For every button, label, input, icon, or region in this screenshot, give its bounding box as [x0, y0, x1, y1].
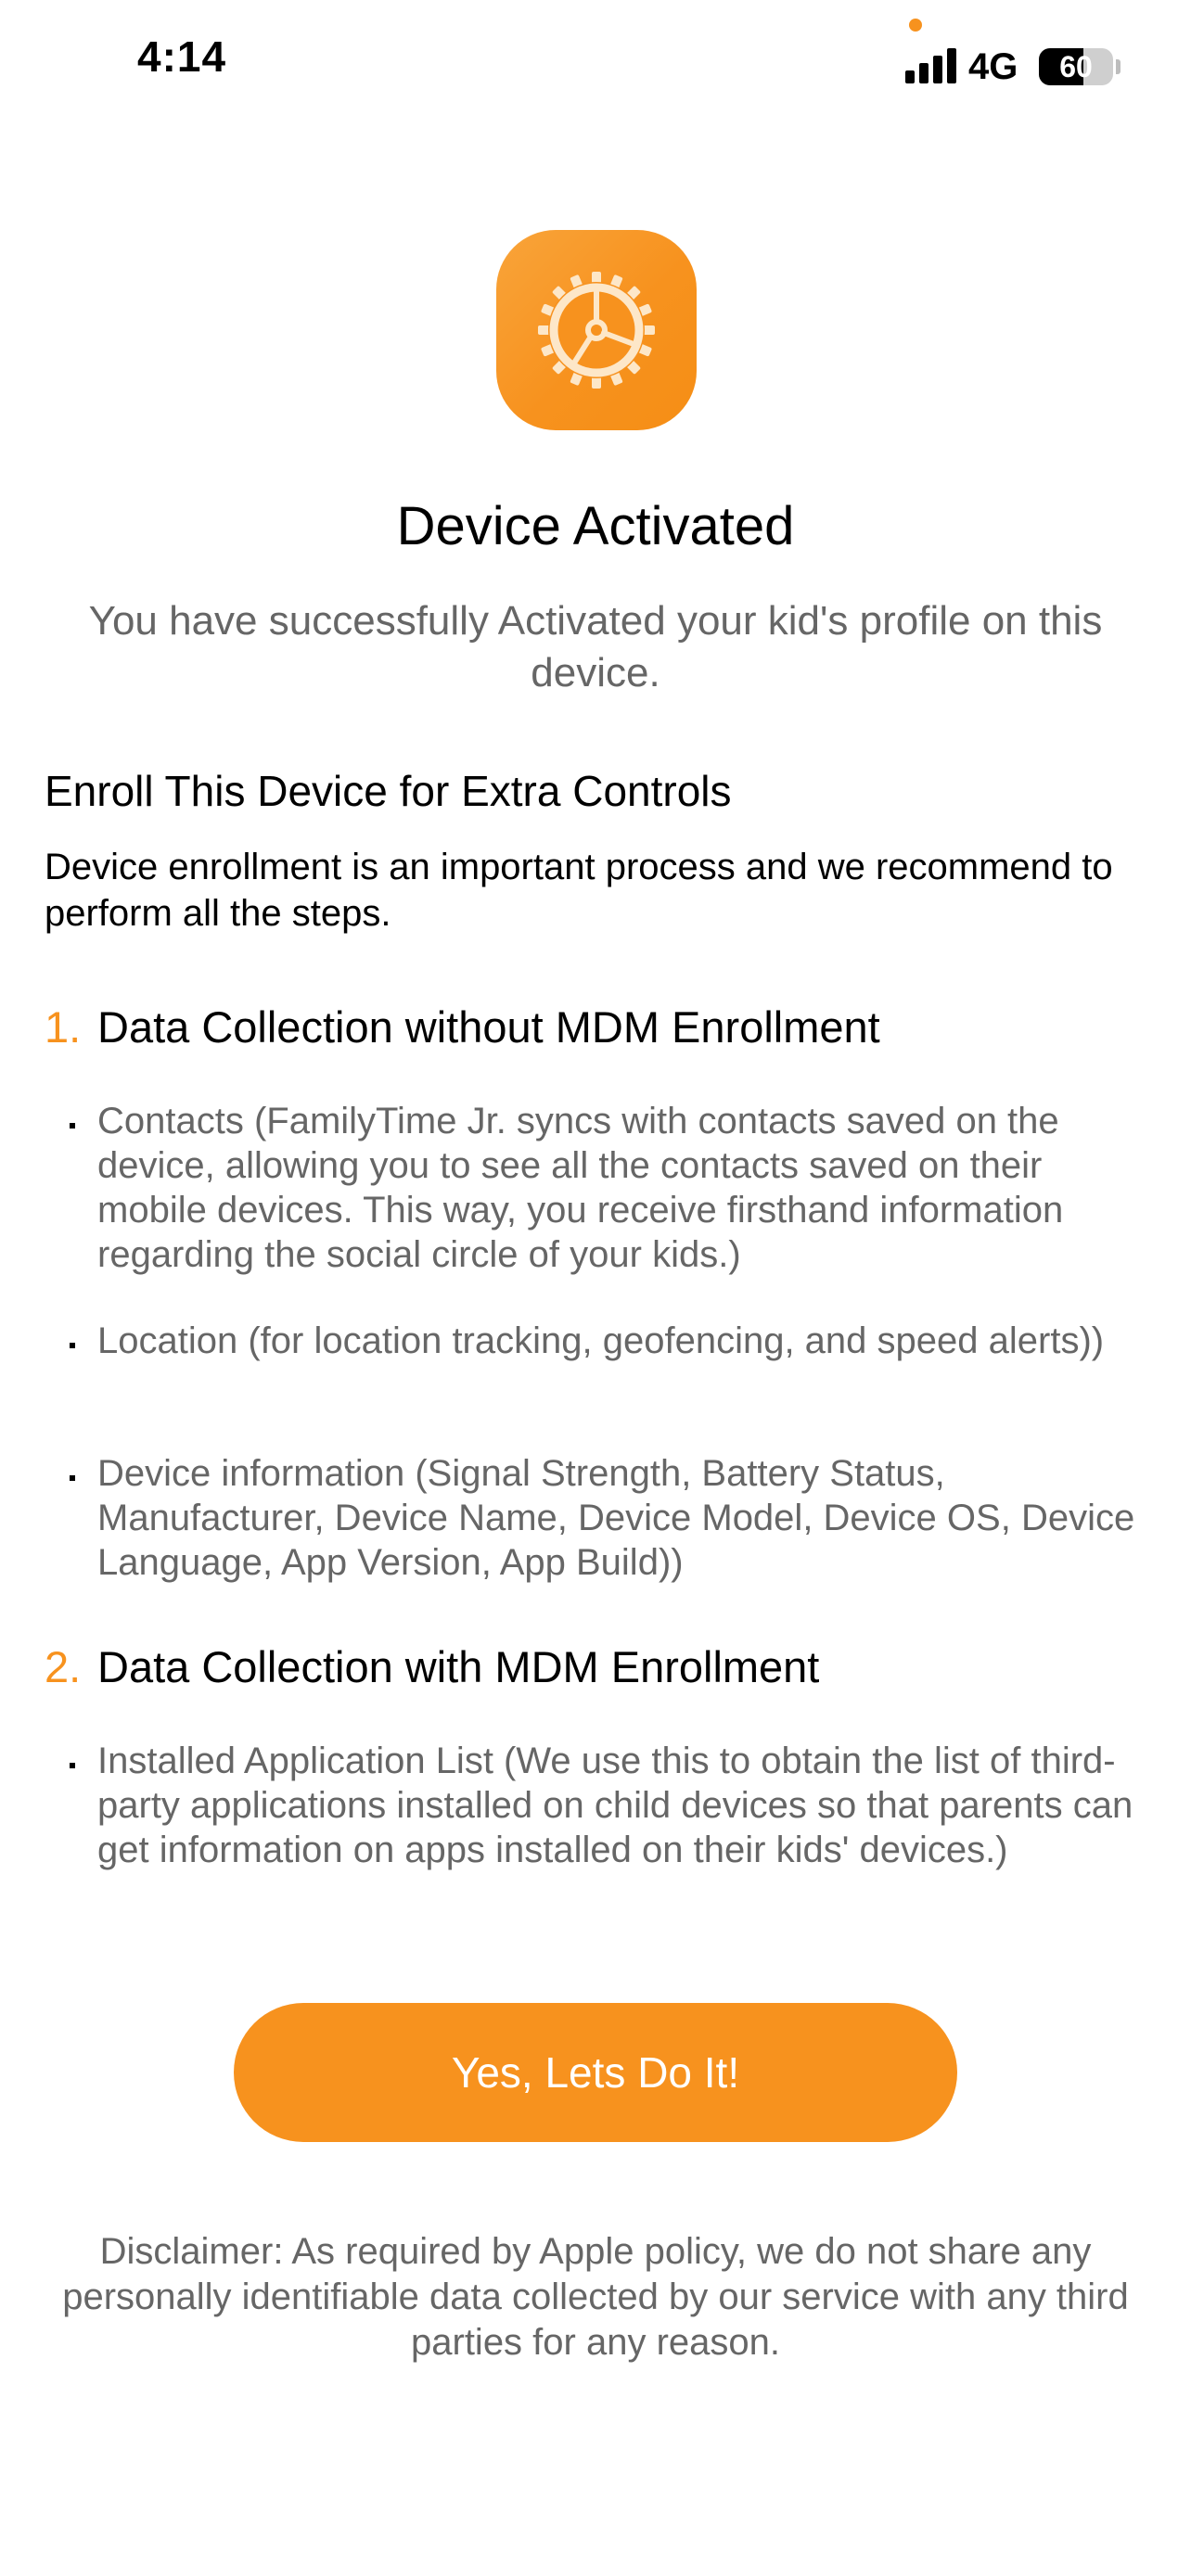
battery-icon [1039, 48, 1113, 85]
section-without-mdm [45, 1001, 1148, 1052]
gear-icon [527, 261, 666, 400]
section-title: Data Collection with MDM Enrollment [97, 1642, 820, 1691]
page-title: Device Activated [396, 496, 795, 556]
battery-cap [1116, 59, 1121, 74]
privacy-indicator-icon [909, 19, 922, 32]
app-icon [496, 230, 697, 430]
section-with-mdm [45, 1641, 1148, 1692]
section-heading [45, 1641, 1148, 1692]
list-item-text: Device information (Signal Strength, Battery Status, Manufacturer, Device Name, Device Model, Device OS, Device Language, App Version, App Build)) [97, 1453, 1135, 1583]
page-subtitle: You have successfully Activated your kid's profile on this device. [88, 598, 1103, 695]
list-item-text: Location (for location tracking, geofencing, and speed alerts)) [97, 1320, 1105, 1361]
bullet-icon [70, 1763, 75, 1768]
list-item [45, 1739, 1148, 1872]
section-heading [45, 1001, 1148, 1052]
network-type: 4G [968, 46, 1018, 87]
list-item [45, 1099, 1148, 1277]
battery-level: 60 [1059, 50, 1093, 83]
section-title: Data Collection without MDM Enrollment [97, 1002, 880, 1052]
cellular-signal-icon [905, 48, 957, 83]
enroll-description: Device enrollment is an important process and we recommend to perform all the steps. [45, 847, 1113, 934]
disclaimer-text: Disclaimer: As required by Apple policy, we do not share any personally identifiable data collected by our service with any third parties for any reason. [62, 2231, 1129, 2363]
bullet-icon [70, 1123, 75, 1129]
bullet-icon [70, 1343, 75, 1348]
status-time: 4:14 [137, 32, 227, 81]
status-bar [0, 0, 1191, 130]
list-item [45, 1451, 1148, 1585]
yes-lets-do-it-button[interactable]: Yes, Lets Do It! [234, 2003, 957, 2142]
list-item-text: Installed Application List (We use this to obtain the list of third-party applications installed on child devices so that parents can get information on apps installed on their kids' devices.) [97, 1741, 1133, 1870]
enroll-heading: Enroll This Device for Extra Controls [45, 767, 732, 815]
section-number: 1. [45, 1002, 82, 1052]
list-item [45, 1319, 1148, 1363]
list-item-text: Contacts (FamilyTime Jr. syncs with contacts saved on the device, allowing you to see all the contacts saved on their mobile devices. This way, you receive firsthand information regarding the social circle of your kids.) [97, 1101, 1064, 1275]
section-number: 2. [45, 1642, 82, 1691]
bullet-icon [70, 1475, 75, 1481]
